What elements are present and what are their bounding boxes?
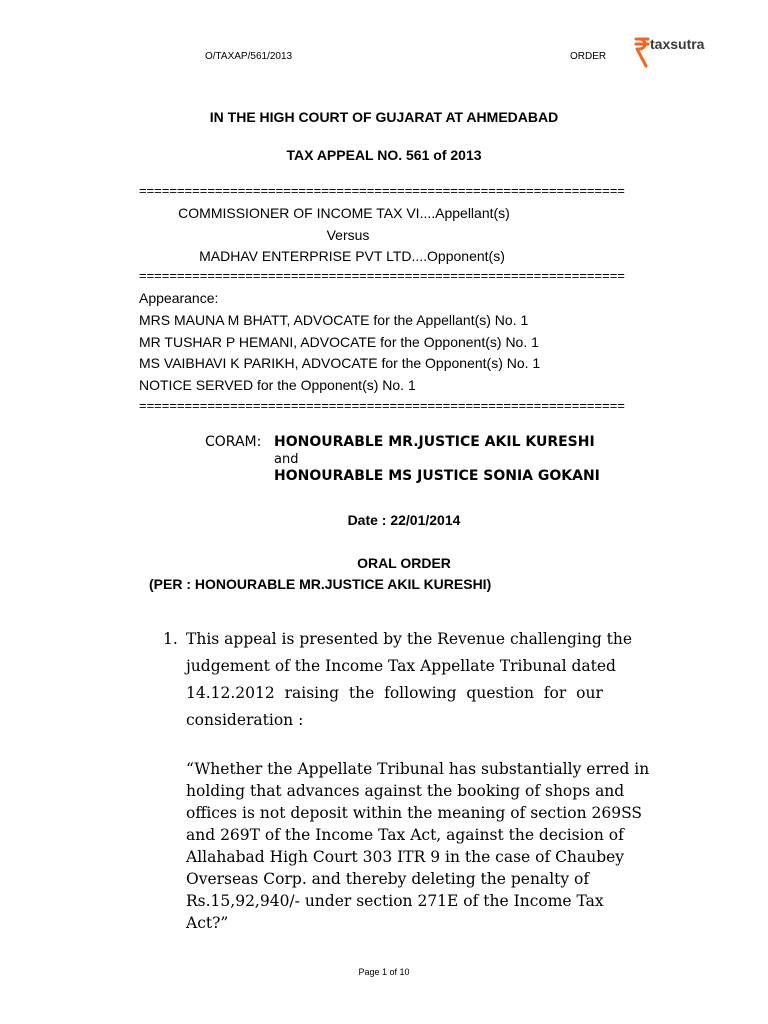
- page-number: Page 1 of 10: [358, 967, 410, 977]
- court-name: IN THE HIGH COURT OF GUJARAT AT AHMEDABAD: [209, 109, 559, 125]
- coram-and: and: [274, 452, 299, 467]
- separator-line: ================================================================: [139, 183, 625, 198]
- rupee-logo-icon: [634, 36, 650, 70]
- quote-line: Overseas Corp. and thereby deleting the penalty of: [186, 870, 590, 888]
- appearance-label: Appearance:: [139, 290, 219, 306]
- paragraph-line: This appeal is presented by the Revenue challenging the: [186, 630, 633, 648]
- judge-1: HONOURABLE MR.JUSTICE AKIL KURESHI: [274, 434, 595, 450]
- appearance-line: MR TUSHAR P HEMANI, ADVOCATE for the Opponent(s) No. 1: [139, 334, 539, 350]
- order-title: ORAL ORDER: [357, 555, 451, 571]
- appearance-line: NOTICE SERVED for the Opponent(s) No. 1: [139, 377, 416, 393]
- document-type: ORDER: [570, 51, 607, 62]
- appearance-line: MRS MAUNA M BHATT, ADVOCATE for the Appellant(s) No. 1: [139, 312, 529, 328]
- order-date: Date : 22/01/2014: [347, 512, 461, 528]
- quote-line: holding that advances against the booking of shops and: [186, 782, 625, 800]
- taxsutra-logo: [634, 36, 705, 70]
- separator-line: ================================================================: [139, 398, 625, 413]
- separator-line: ================================================================: [139, 268, 625, 283]
- quote-line: Rs.15,92,940/- under section 271E of the Income Tax: [186, 892, 604, 910]
- case-reference: O/TAXAP/561/2013: [205, 51, 293, 62]
- quote-line: Allahabad High Court 303 ITR 9 in the case of Chaubey: [186, 848, 625, 866]
- quote-line: Act?”: [186, 914, 229, 932]
- paragraph-number: 1.: [163, 630, 178, 648]
- versus-line: Versus: [326, 227, 370, 243]
- coram-label: CORAM:: [205, 434, 262, 450]
- paragraph-line: consideration :: [186, 711, 304, 729]
- quote-line: and 269T of the Income Tax Act, against the decision of: [186, 826, 624, 844]
- paragraph-line: judgement of the Income Tax Appellate Tribunal dated: [186, 657, 616, 675]
- quote-line: “Whether the Appellate Tribunal has substantially erred in: [186, 760, 650, 778]
- appeal-number: TAX APPEAL NO. 561 of 2013: [286, 147, 482, 163]
- appearance-line: MS VAIBHAVI K PARIKH, ADVOCATE for the Opponent(s) No. 1: [139, 355, 541, 371]
- quote-line: offices is not deposit within the meaning of section 269SS: [186, 804, 643, 822]
- judge-2: HONOURABLE MS JUSTICE SONIA GOKANI: [274, 468, 600, 484]
- appellant-line: COMMISSIONER OF INCOME TAX VI....Appellant(s): [178, 205, 510, 221]
- order-author: (PER : HONOURABLE MR.JUSTICE AKIL KURESHI): [149, 576, 492, 592]
- paragraph-line: 14.12.2012 raising the following question for our: [186, 684, 603, 702]
- logo-text: taxsutra: [650, 36, 705, 52]
- opponent-line: MADHAV ENTERPRISE PVT LTD....Opponent(s): [199, 248, 505, 264]
